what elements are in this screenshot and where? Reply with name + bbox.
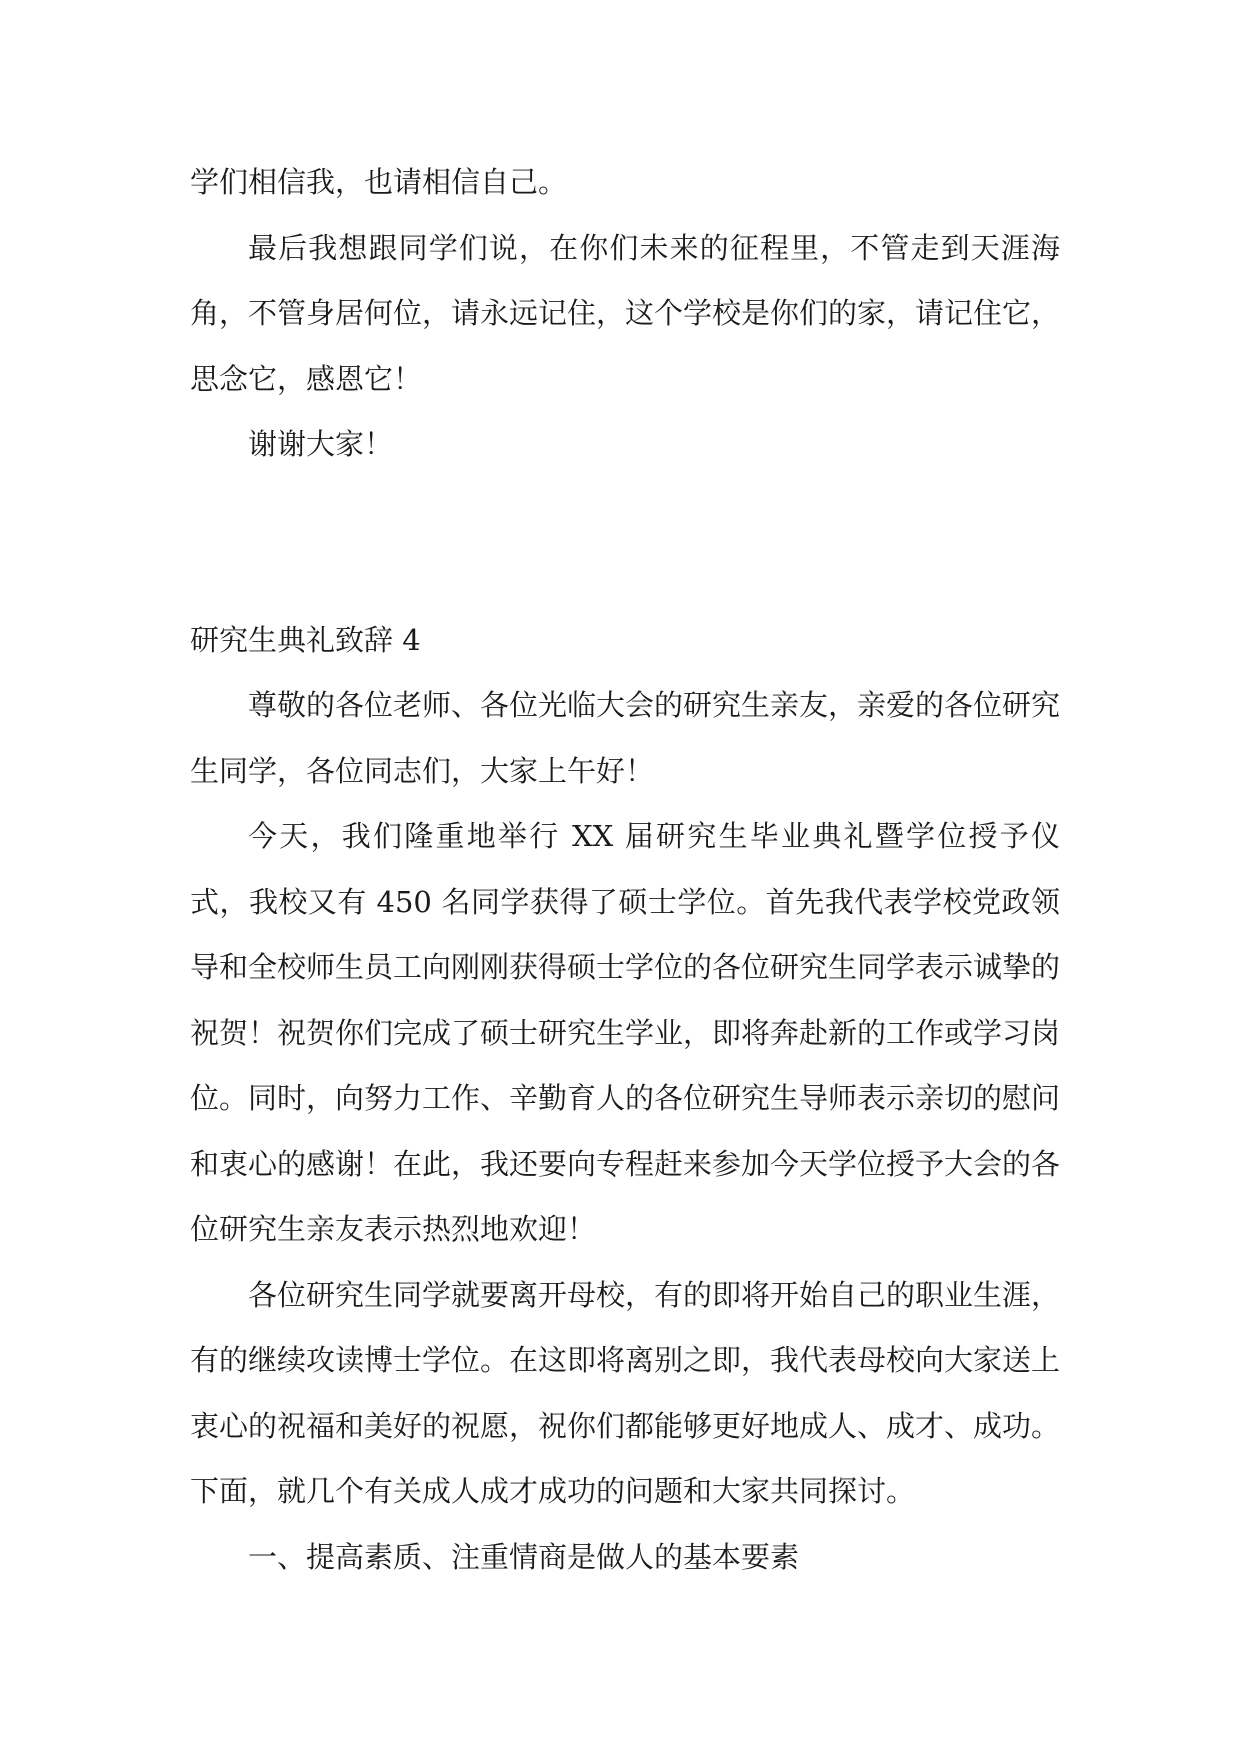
paragraph-point-one: 一、提高素质、注重情商是做人的基本要素 [248, 1539, 800, 1574]
paragraph-closing-words: 最后我想跟同学们说，在你们未来的征程里，不管走到天涯海角，不管身居何位，请永远记住，这个学校是你们的家，请记住它，思念它，感恩它！ [190, 230, 1061, 396]
section-heading: 研究生典礼致辞 4 [190, 622, 421, 657]
paragraph-thanks: 谢谢大家！ [248, 427, 394, 461]
paragraph-ceremony: 今天，我们隆重地举行 XX 届研究生毕业典礼暨学位授予仪式，我校又有 450 名同学获得了硕士学位。首先我代表学校党政领导和全校师生员工向刚刚获得硕士学位的各位研究生同学表示诚挚的祝贺！祝贺你们完成了硕士研究生学业，即将奔赴新的工作或学习岗位。同时，向努力工作、辛勤育人的各位研究生导师表示亲切的慰问和衷心的感谢！在此，我还要向专程赶来参加今天学位授予大会的各位研究生亲友表示热烈地欢迎！ [190, 819, 1061, 1246]
section-spacer [190, 478, 1060, 608]
paragraph-farewell: 各位研究生同学就要离开母校，有的即将开始自己的职业生涯，有的继续攻读博士学位。在这即将离别之即，我代表母校向大家送上衷心的祝福和美好的祝愿，祝你们都能够更好地成人、成才、成功。下面，就几个有关成人成才成功的问题和大家共同探讨。 [190, 1277, 1061, 1508]
paragraph-greeting: 尊敬的各位老师、各位光临大会的研究生亲友，亲爱的各位研究生同学，各位同志们，大家上午好！ [190, 688, 1061, 788]
document-body [190, 150, 1060, 1590]
paragraph-continuation: 学们相信我，也请相信自己。 [190, 165, 568, 199]
